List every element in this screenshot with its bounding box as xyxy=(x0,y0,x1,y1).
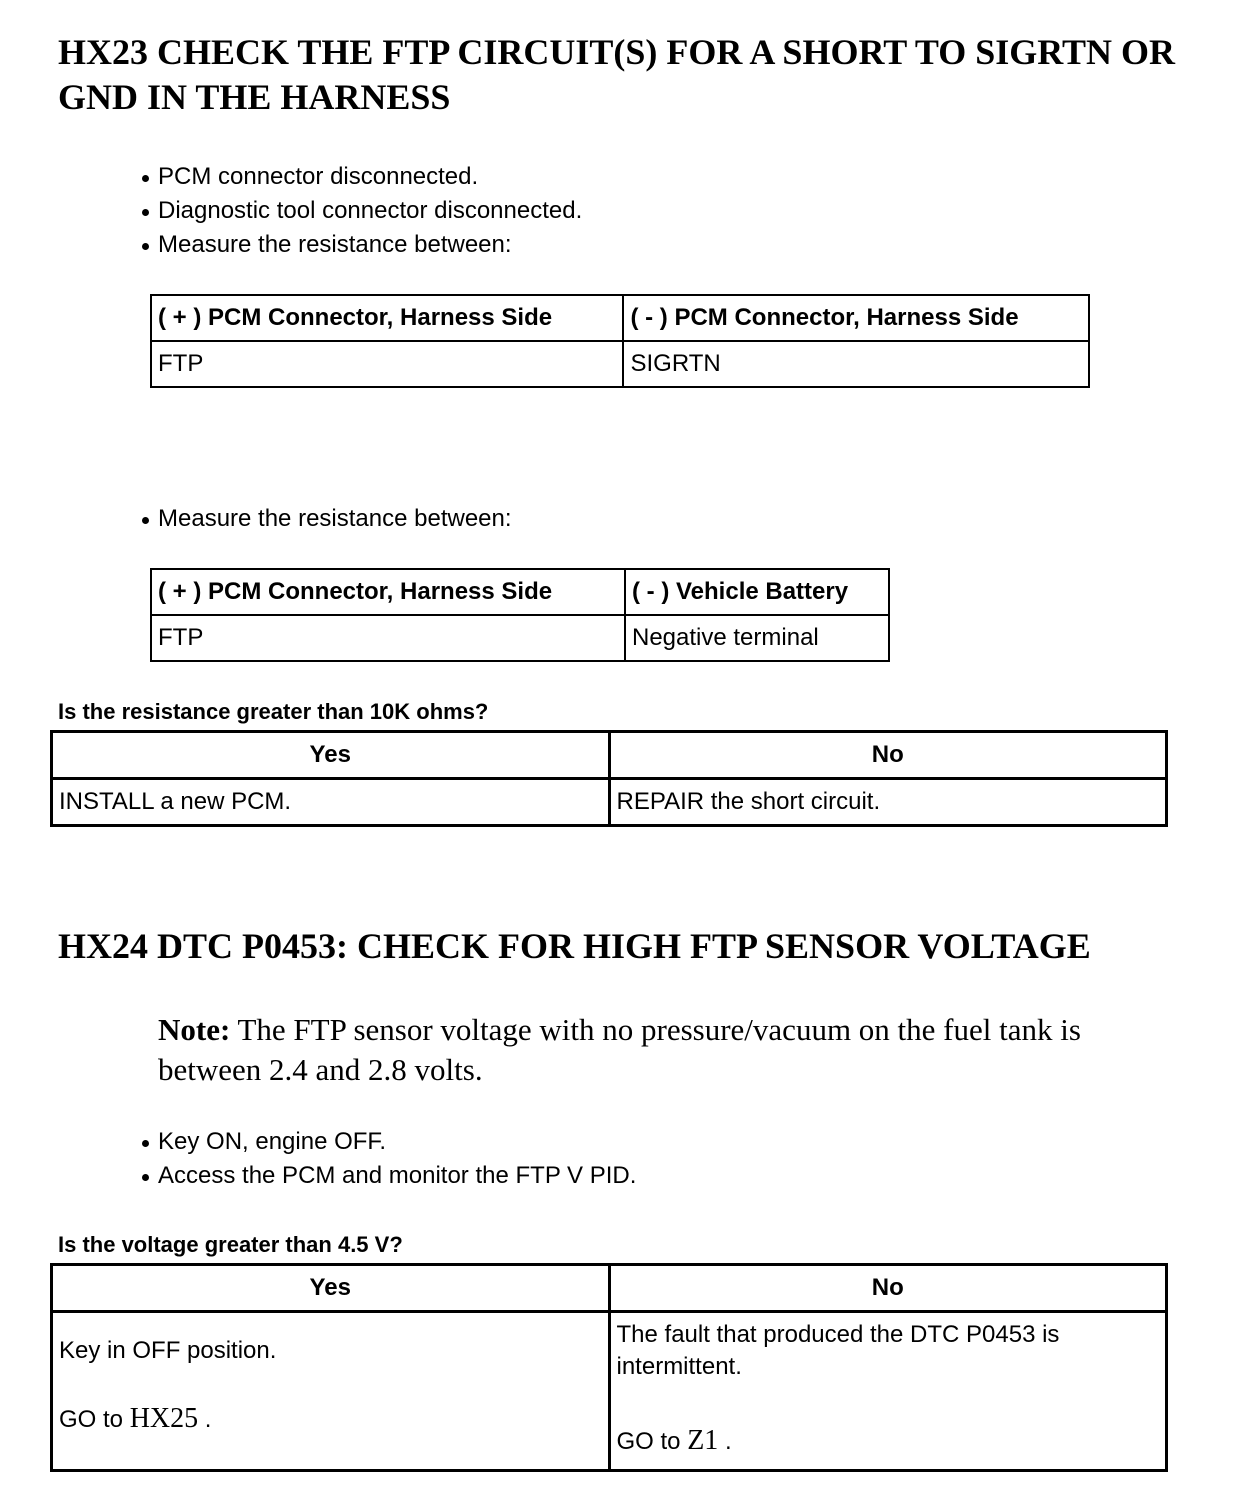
measurement-table-1 xyxy=(150,294,1090,388)
table-cell: FTP xyxy=(151,341,623,387)
note-label: Note: xyxy=(158,1012,231,1047)
yes-header: Yes xyxy=(52,732,610,779)
goto-suffix: . xyxy=(198,1406,212,1433)
yes-no-table-2 xyxy=(50,1263,1168,1472)
no-header: No xyxy=(609,1265,1167,1312)
yes-header: Yes xyxy=(52,1265,610,1312)
bullet-list xyxy=(138,160,582,262)
no-action xyxy=(609,1312,1167,1471)
question-resistance: Is the resistance greater than 10K ohms? xyxy=(58,699,489,724)
yes-goto xyxy=(59,1403,602,1436)
note-text: The FTP sensor voltage with no pressure/vacuum on the fuel tank is between 2.4 and 2.8 volts. xyxy=(158,1012,1081,1087)
list-item: Access the PCM and monitor the FTP V PID. xyxy=(138,1159,636,1193)
table-row xyxy=(151,615,889,661)
question-voltage: Is the voltage greater than 4.5 V? xyxy=(58,1232,403,1257)
goto-link-hx25[interactable]: HX25 xyxy=(129,1403,199,1434)
list-item: PCM connector disconnected. xyxy=(138,160,582,194)
table-row xyxy=(52,779,1167,826)
goto-link-z1[interactable]: Z1 xyxy=(687,1425,719,1456)
no-action: REPAIR the short circuit. xyxy=(609,779,1167,826)
bullet-list xyxy=(138,1125,636,1193)
table-header: ( - ) PCM Connector, Harness Side xyxy=(623,295,1089,341)
no-header: No xyxy=(609,732,1167,779)
yes-no-table-1 xyxy=(50,730,1168,827)
list-item: Key ON, engine OFF. xyxy=(138,1125,636,1159)
yes-action: INSTALL a new PCM. xyxy=(52,779,610,826)
no-instruction: The fault that produced the DTC P0453 is intermittent. xyxy=(616,1321,1060,1380)
table-cell: FTP xyxy=(151,615,625,661)
bullet-list xyxy=(138,502,512,536)
table-cell: SIGRTN xyxy=(623,341,1089,387)
goto-prefix: GO to xyxy=(616,1428,688,1455)
table-header: ( + ) PCM Connector, Harness Side xyxy=(151,295,623,341)
section-heading-hx24: HX24 DTC P0453: CHECK FOR HIGH FTP SENSOR VOLTAGE xyxy=(58,926,1091,966)
measurement-table-2 xyxy=(150,568,890,662)
table-header: ( + ) PCM Connector, Harness Side xyxy=(151,569,625,615)
list-item: Measure the resistance between: xyxy=(138,502,512,536)
list-item: Diagnostic tool connector disconnected. xyxy=(138,194,582,228)
note-paragraph xyxy=(158,1010,1168,1090)
table-cell: Negative terminal xyxy=(625,615,889,661)
goto-suffix: . xyxy=(718,1428,732,1455)
table-row xyxy=(151,341,1089,387)
goto-prefix: GO to xyxy=(59,1406,130,1433)
table-header: ( - ) Vehicle Battery xyxy=(625,569,889,615)
section-heading-hx23: HX23 CHECK THE FTP CIRCUIT(S) FOR A SHORT TO SIGRTN OR GND IN THE HARNESS xyxy=(58,32,1176,117)
yes-instruction: Key in OFF position. xyxy=(59,1337,277,1364)
list-item: Measure the resistance between: xyxy=(138,228,582,262)
yes-action xyxy=(52,1312,610,1471)
no-goto xyxy=(617,1425,1160,1458)
table-row xyxy=(52,1312,1167,1471)
